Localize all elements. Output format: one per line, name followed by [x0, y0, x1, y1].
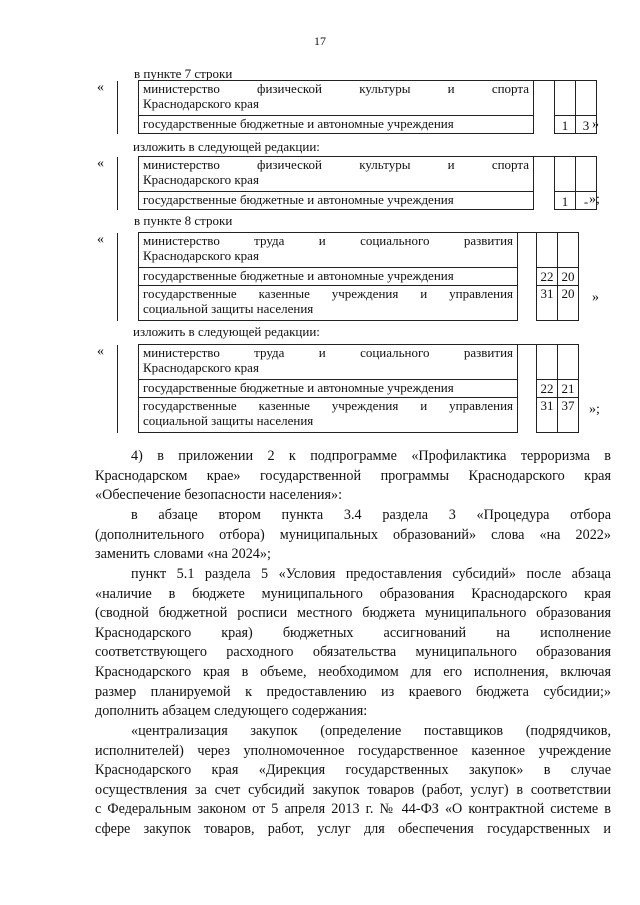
table-cell-empty	[518, 233, 537, 321]
table-cell-empty	[576, 157, 597, 192]
table-cell-value: 1	[555, 116, 576, 134]
section8-replace-caption: изложить в следующей редакции:	[133, 324, 320, 339]
paragraph-section-3-4: в абзаце втором пункта 3.4 раздела 3 «Процедура отбора (дополнительного отбора) муниципальных образований» слова «на 2022» заменить словами «на 2024»;	[95, 507, 611, 563]
paragraph-section-5-1: пункт 5.1 раздела 5 «Условия предоставления субсидий» после абзаца «наличие в бюджете муниципального образования Краснодарского края (сводной бюджетной росписи местного бюджета муниципального образования Краснодарского края) бюджетных ассигнований на исполнение соответствующего расходного обязательства муниципального образования Краснодарского края в объеме, необходимом для его исполнения, включая размер планируемой к предоставлению из краевого бюджета субсидии;» дополнить абзацем следующего содержания:	[95, 566, 611, 720]
paragraph-centralization: «централизация закупок (определение поставщиков (подрядчиков, исполнителей) через уполномоченное государственное казенное учреждение Краснодарского края «Дирекция государственных закупок» в случае осуществления за счет субсидий закупок товаров (работ, услуг) в соответствии с Федеральным законом от 5 апреля 2013 г. № 44-ФЗ «О контрактной системе в сфере закупок товаров, работ, услуг для обеспечения государственных и	[95, 723, 611, 837]
page-number: 17	[314, 34, 326, 48]
table-cell-institutions: государственные бюджетные и автономные учреждения	[139, 380, 518, 398]
table-cell-empty	[555, 81, 576, 116]
quote-open: «	[97, 344, 104, 359]
table-cell-empty	[537, 233, 558, 268]
table-section7-old	[117, 80, 597, 134]
table-cell-value: 31	[537, 398, 558, 433]
table-cell-value: 37	[558, 398, 579, 433]
table-cell-institutions: государственные бюджетные и автономные учреждения	[139, 268, 518, 286]
table-cell-empty	[555, 157, 576, 192]
table-cell-kazennye: государственные казенные учреждения и управления социальной защиты населения	[139, 286, 518, 321]
table-section8-old	[117, 232, 579, 321]
table-section8-new	[117, 344, 579, 433]
paragraph-item-4: 4) в приложении 2 к подпрограмме «Профилактика терроризма в Краснодарском крае» государственной программы Краснодарского края «Обеспечение безопасности населения»:	[95, 448, 611, 504]
quote-close-semicolon: »;	[589, 402, 600, 417]
table-cell-empty	[534, 157, 555, 210]
table-cell-empty	[537, 345, 558, 380]
table-cell-value: 20	[558, 286, 579, 321]
table-cell-empty	[558, 345, 579, 380]
table-cell-institutions: государственные бюджетные и автономные учреждения	[139, 116, 534, 134]
table-gutter	[118, 81, 139, 134]
quote-close: »	[592, 290, 599, 305]
section8-caption: в пункте 8 строки	[134, 213, 233, 228]
quote-open: «	[97, 156, 104, 171]
quote-close: »	[592, 117, 599, 132]
table-cell-value: 31	[537, 286, 558, 321]
table-gutter	[118, 345, 139, 433]
quote-open: «	[97, 232, 104, 247]
quote-close-semicolon: »;	[589, 192, 600, 207]
table-cell-value: 1	[555, 192, 576, 210]
quote-open: «	[97, 80, 104, 95]
table-cell-ministry: министерство труда и социального развития Краснодарского края	[139, 233, 518, 268]
table-cell-empty	[518, 345, 537, 433]
table-cell-empty	[534, 81, 555, 134]
table-gutter	[118, 157, 139, 210]
table-cell-institutions: государственные бюджетные и автономные учреждения	[139, 192, 534, 210]
table-cell-empty	[558, 233, 579, 268]
table-section7-new	[117, 156, 597, 210]
table-cell-kazennye: государственные казенные учреждения и управления социальной защиты населения	[139, 398, 518, 433]
table-gutter	[118, 233, 139, 321]
table-cell-value: 3	[576, 116, 597, 134]
table-cell-ministry: министерство физической культуры и спорта Краснодарского края	[139, 81, 534, 116]
section7-replace-caption: изложить в следующей редакции:	[133, 139, 320, 154]
table-cell-value: 22	[537, 268, 558, 286]
section7-caption: в пункте 7 строки	[134, 66, 233, 81]
table-cell-value: 22	[537, 380, 558, 398]
table-cell-value: 21	[558, 380, 579, 398]
table-cell-ministry: министерство труда и социального развития Краснодарского края	[139, 345, 518, 380]
table-cell-empty	[576, 81, 597, 116]
table-cell-ministry: министерство физической культуры и спорта Краснодарского края	[139, 157, 534, 192]
table-cell-value: 20	[558, 268, 579, 286]
table-cell-value: -	[576, 192, 597, 210]
